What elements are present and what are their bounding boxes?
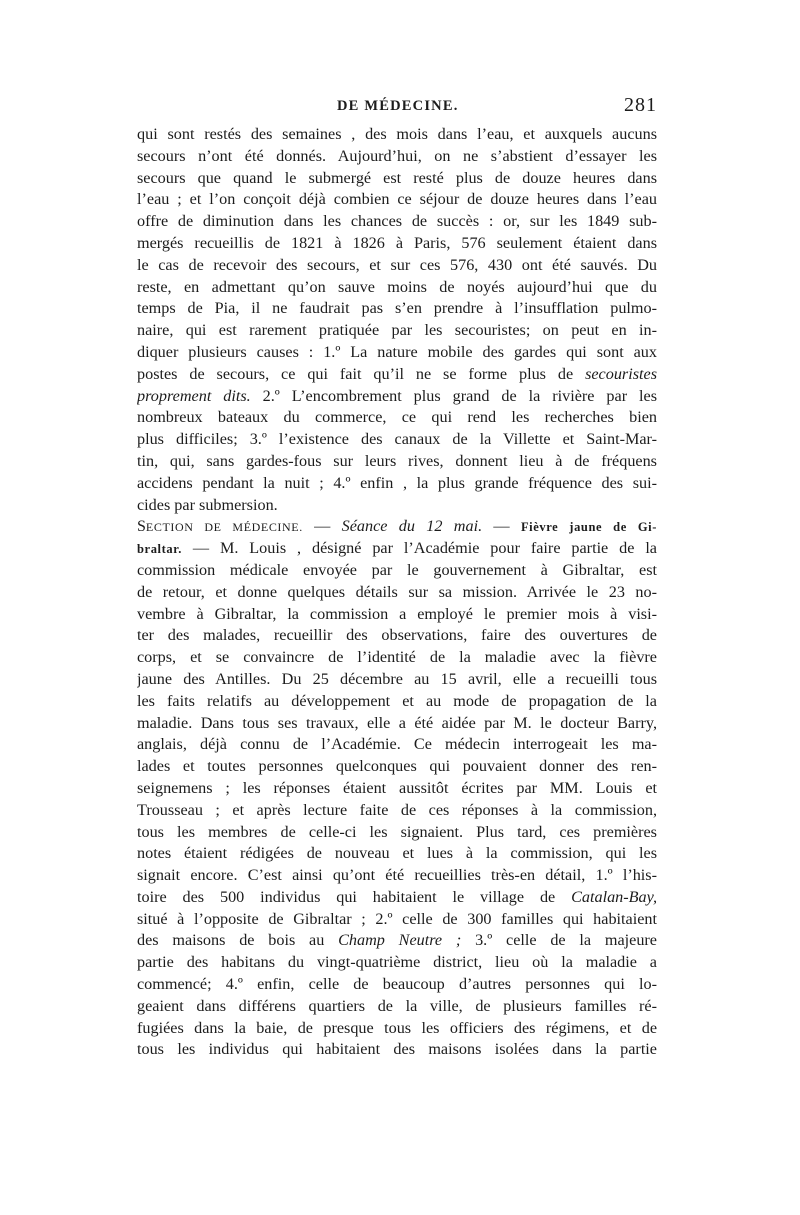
text-line: Trousseau ; et après lecture faite de ces réponses à la commission,	[137, 800, 657, 819]
text-line: le cas de recevoir des secours, et sur ces 576, 430 ont été sauvés. Du	[137, 255, 657, 274]
text-line: fugiées dans la baie, de presque tous les officiers des régimens, et de	[137, 1018, 657, 1037]
text-line: situé à l’opposite de Gibraltar ; 2.º celle de 300 familles qui habitaient	[137, 909, 657, 928]
text-line: accidens pendant la nuit ; 4.º enfin , la plus grande fréquence des sui-	[137, 473, 657, 492]
body-text	[137, 124, 657, 1061]
book-page	[137, 94, 657, 1061]
text-line: secours que quand le submergé est resté plus de douze heures dans	[137, 168, 657, 187]
text-line: temps de Pia, il ne faudrait pas s’en prendre à l’insufflation pulmo-	[137, 299, 657, 318]
text-line: tin, qui, sans gardes-fous sur leurs rives, donnent lieu à de fréquens	[137, 451, 657, 470]
text-line: anglais, déjà connu de l’Académie. Ce médecin interrogeait les ma-	[137, 735, 657, 754]
text-line: lades et toutes personnes quelconques qui pouvaient donner des ren-	[137, 757, 657, 776]
text-line: notes étaient rédigées de nouveau et lues à la commission, qui les	[137, 844, 657, 863]
text-line	[137, 538, 657, 560]
text-line: ter des malades, recueillir des observations, faire des ouvertures de	[137, 626, 657, 645]
text-line: corps, et se convaincre de l’identité de la maladie avec la fièvre	[137, 648, 657, 667]
text-line: qui sont restés des semaines , des mois dans l’eau, et auxquels aucuns	[137, 125, 657, 143]
text-segment: — M. Louis , désigné par l’Académie pour faire partie de la	[181, 539, 657, 558]
text-line: reste, en admettant qu’on sauve moins de noyés aujourd’hui que du	[137, 277, 657, 296]
running-head	[137, 94, 657, 124]
text-segment: 2.º L’encombrement plus grand de la rivière par les	[250, 386, 657, 405]
text-segment: toire des 500 individus qui habitaient le village de	[137, 887, 572, 906]
text-line: plus difficiles; 3.º l’existence des canaux de la Villette et Saint-Mar-	[137, 430, 657, 449]
text-line: partie des habitans du vingt-quatrième district, lieu où la maladie a	[137, 953, 657, 972]
text-line	[137, 930, 657, 952]
text-line: cides par submersion.	[137, 495, 278, 514]
text-line: signait encore. C’est ainsi qu’ont été recueillies très-en détail, 1.º l’his-	[137, 866, 657, 885]
text-line: nombreux bateaux du commerce, ce qui rend les recherches bien	[137, 408, 657, 427]
text-line: de retour, et donne quelques détails sur sa mission. Arrivée le 23 no-	[137, 582, 657, 601]
text-segment: 3.º celle de la majeure	[461, 931, 657, 950]
text-line	[137, 364, 657, 386]
running-title: DE MÉDECINE.	[337, 98, 459, 114]
text-line: seignemens ; les réponses étaient aussitôt écrites par MM. Louis et	[137, 778, 657, 797]
text-line: tous les membres de celle-ci les signaient. Plus tard, ces premières	[137, 822, 657, 841]
text-line: commission médicale envoyée par le gouvernement à Gibraltar, est	[137, 560, 657, 579]
text-line: maladie. Dans tous ses travaux, elle a été aidée par M. le docteur Barry,	[137, 713, 657, 732]
text-line: secours n’ont été donnés. Aujourd’hui, on ne s’abstient d’essayer les	[137, 146, 657, 165]
text-line: les faits relatifs au développement et au mode de propagation de la	[137, 691, 657, 710]
text-line: jaune des Antilles. Du 25 décembre au 15 avril, elle a recueilli tous	[137, 669, 657, 688]
text-line: commencé; 4.º enfin, celle de beaucoup d’autres personnes qui lo-	[137, 975, 657, 994]
text-line	[137, 386, 657, 408]
italic-phrase: Catalan-Bay,	[571, 887, 657, 906]
text-line: offre de diminution dans les chances de succès : or, sur les 1849 sub-	[137, 212, 657, 231]
text-line: mergés recueillis de 1821 à 1826 à Paris, 576 seulement étaient dans	[137, 233, 657, 252]
text-line: vembre à Gibraltar, la commission a employé le premier mois à visi-	[137, 604, 657, 623]
seance-date: Séance du 12 mai.	[341, 517, 483, 536]
section-heading-line	[137, 516, 657, 538]
italic-phrase: Champ Neutre ;	[338, 931, 462, 950]
text-line	[137, 887, 657, 909]
section-initial: S	[137, 518, 146, 536]
page-number: 281	[624, 94, 657, 116]
section-title: ECTION DE MÉDECINE.	[145, 520, 303, 535]
text-line: naire, qui est rarement pratiquée par les secouristes; on peut en in-	[137, 321, 657, 340]
text-line: l’eau ; et l’on conçoit déjà combien ce séjour de douze heures dans l’eau	[137, 190, 657, 209]
text-line: tous les individus qui habitaient des maisons isolées dans la partie	[137, 1040, 657, 1059]
text-line: geaient dans différens quartiers de la ville, de plusieurs familles ré-	[137, 996, 657, 1015]
text-segment: postes de secours, ce qui fait qu’il ne se forme plus de	[137, 364, 586, 383]
dash: —	[302, 517, 342, 536]
text-line: diquer plusieurs causes : 1.º La nature mobile des gardes qui sont aux	[137, 342, 657, 361]
italic-phrase: secouristes	[585, 364, 657, 383]
text-segment: des maisons de bois au	[137, 931, 339, 950]
italic-phrase: proprement dits.	[137, 386, 251, 405]
topic-title-continued: braltar.	[137, 542, 182, 557]
topic-title: Fièvre jaune de Gi-	[520, 520, 657, 535]
dash: —	[482, 517, 521, 536]
